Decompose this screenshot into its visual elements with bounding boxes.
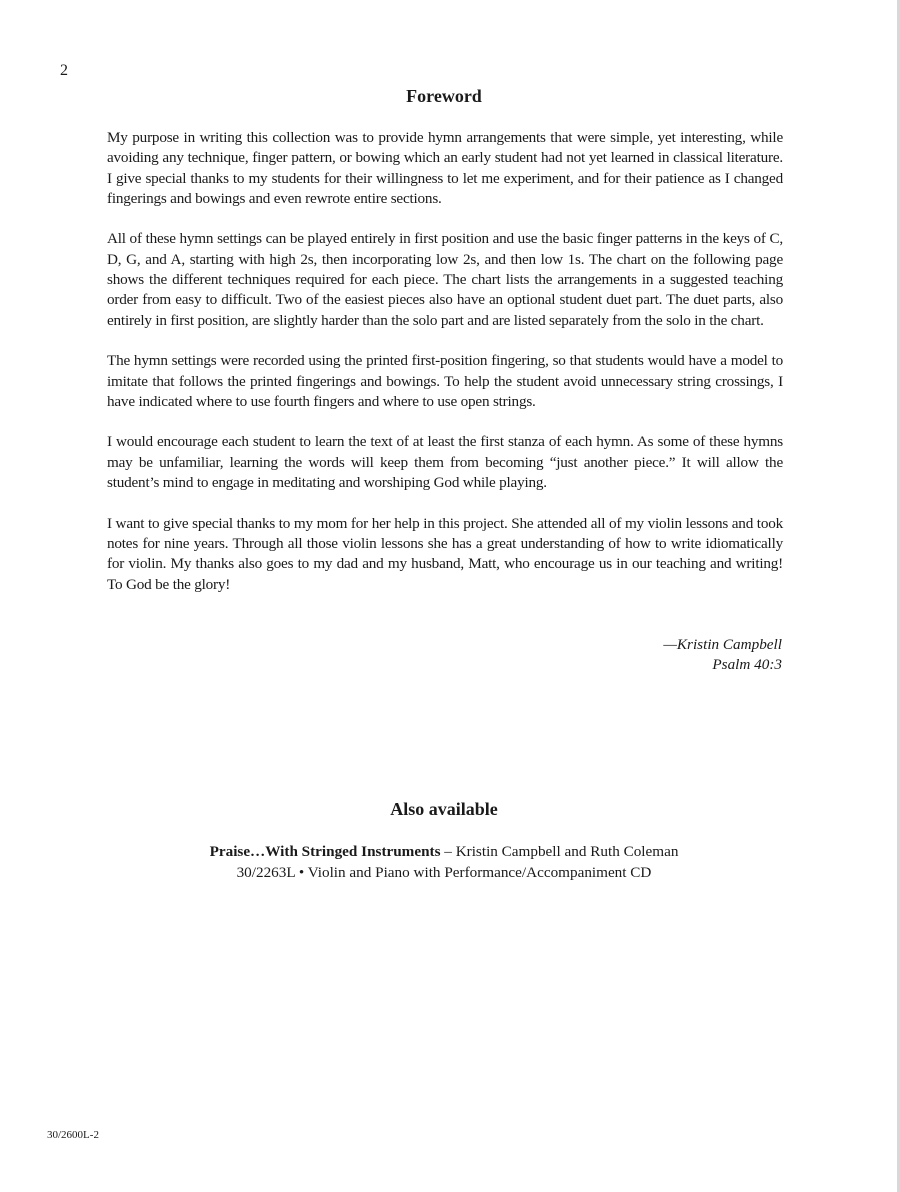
- paragraph: All of these hymn settings can be played entirely in first position and use the basic finger patterns in the keys of C, D, G, and A, starting with high 2s, then incorporating low 2s, and then low 1s. The chart on the following page shows the different techniques required for each piece. The chart lists the arrangements in a suggested teaching order from easy to difficult. Two of the easiest pieces also have an optional student duet part. The duet parts, also entirely in first position, are slightly harder than the solo part and are listed separately from the solo in the chart.: [107, 230, 783, 329]
- signature-author: —Kristin Campbell: [663, 636, 782, 653]
- paragraph: I would encourage each student to learn the text of at least the first stanza of each hymn. As some of these hymns may be unfamiliar, learning the words will keep them from becoming “just another piece.” It will allow the student’s mind to engage in meditating and worshiping God while playing.: [107, 433, 783, 492]
- also-available-heading: Also available: [390, 799, 498, 819]
- catalog-code: 30/2600L-2: [47, 1129, 99, 1141]
- also-available-item: [0, 841, 888, 883]
- paragraph: I want to give special thanks to my mom for her help in this project. She attended all of my violin lessons and took notes for nine years. Through all those violin lessons she has a great understanding of how to write idiomatically for violin. My thanks also goes to my dad and my husband, Matt, who encourage us in our teaching and writing! To God be the glory!: [107, 514, 783, 593]
- signature-verse: Psalm 40:3: [712, 656, 782, 674]
- also-available-line: [0, 841, 888, 862]
- page-title: Foreword: [406, 86, 482, 106]
- paragraph: The hymn settings were recorded using the printed first-position fingering, so that students would have a model to imitate that follows the printed fingerings and bowings. To help the student avoid unnecessary string crossings, I have indicated where to use fourth fingers and where to use open strings.: [107, 352, 783, 410]
- work-credit: – Kristin Campbell and Ruth Coleman: [440, 843, 679, 860]
- work-title: Praise…With Stringed Instruments: [209, 843, 441, 860]
- paragraph: My purpose in writing this collection was to provide hymn arrangements that were simple, yet interesting, while avoiding any technique, finger pattern, or bowing which an early student had not yet learned in classical literature. I give special thanks to my students for their willingness to let me experiment, and for their patience as I changed fingerings and bowings and even rewrote entire sections.: [107, 129, 783, 207]
- page-number: 2: [60, 62, 68, 79]
- foreword-body: [107, 128, 783, 615]
- signature-block: [663, 635, 782, 676]
- work-details: 30/2263L • Violin and Piano with Performance/Accompaniment CD: [236, 864, 652, 881]
